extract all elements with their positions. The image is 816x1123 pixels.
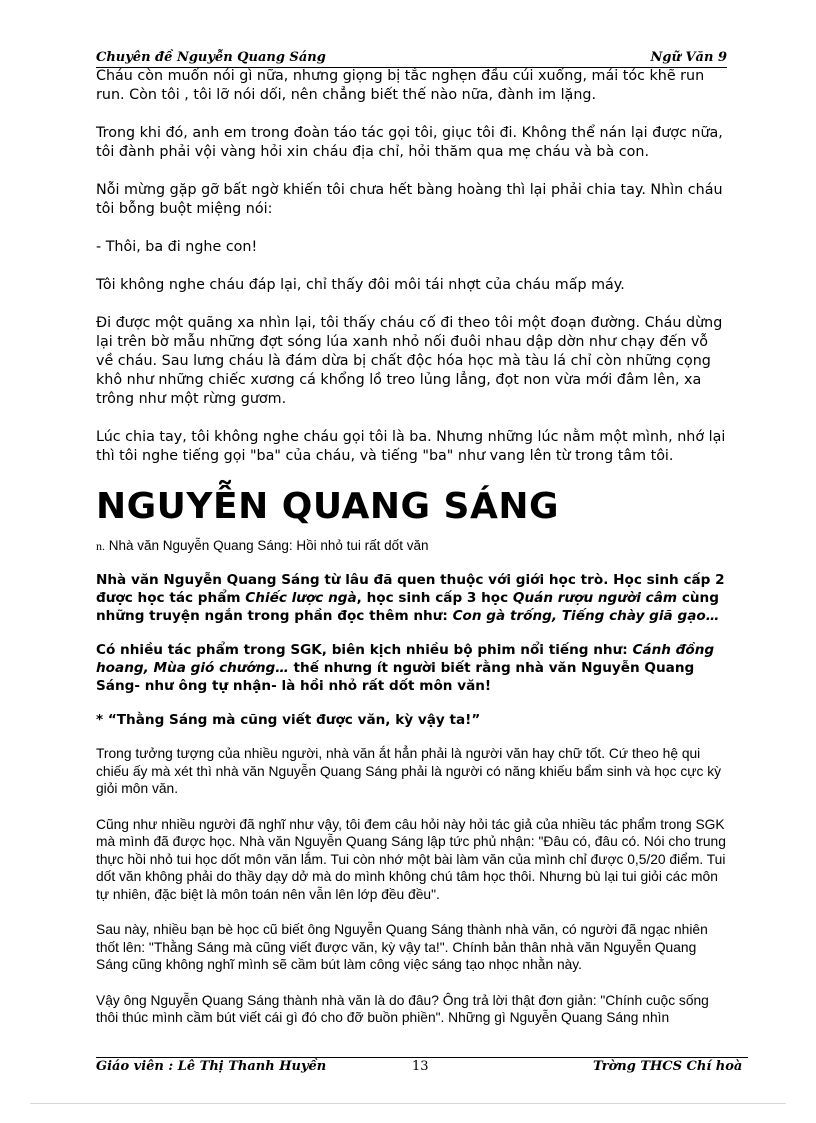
story-paragraph: Cháu còn muốn nói gì nữa, nhưng giọng bị tắc nghẹn đầu cúi xuống, mái tóc khẽ run run. Còn tôi , tôi lỡ nói dối, nên chẳng biết thế nào nữa, đành im lặng. <box>96 68 705 103</box>
footer-rule <box>96 1057 748 1058</box>
work-title: Quán rượu người câm <box>512 590 678 606</box>
story-paragraph: - Thôi, ba đi nghe con! <box>96 239 258 255</box>
text-run: thế nhưng ít người biết rằng nhà văn Nguyễn Quang Sáng- như ông tự nhận- là hồi nhỏ rất dốt môn văn! <box>96 660 695 694</box>
header-right: Ngữ Văn 9 <box>650 50 727 65</box>
story-paragraph: Lúc chia tay, tôi không nghe cháu gọi tôi là ba. Nhưng những lúc nằm một mình, nhớ lại thì tôi nghe tiếng gọi "ba" của cháu, và tiếng "ba" như vang lên từ trong tâm tôi. <box>96 429 726 464</box>
story-paragraph: Nỗi mừng gặp gỡ bất ngờ khiến tôi chưa hết bàng hoàng thì lại phải chia tay. Nhìn cháu tôi bỗng buột miệng nói: <box>96 182 723 217</box>
story-paragraph: Trong khi đó, anh em trong đoàn táo tác gọi tôi, giục tôi đi. Không thể nán lại được nữa, tôi đành phải vội vàng hỏi xin cháu địa chỉ, hỏi thăm qua mẹ cháu và bà con. <box>96 125 723 160</box>
footer-school: Trờng THCS Chí hoà <box>593 1059 743 1074</box>
article-paragraph: Trong tưởng tượng của nhiều người, nhà văn ắt hẳn phải là người văn hay chữ tốt. Cứ theo hệ qui chiếu ấy mà xét thì nhà văn Nguyễn Quang Sáng phải là người có năng khiếu bẩm sinh và học cực kỳ giỏi môn văn. <box>96 746 721 796</box>
work-title: Con gà trống, Tiếng chày giã gạo… <box>452 608 720 624</box>
bold-intro-paragraph <box>96 641 728 695</box>
section-heading: * “Thằng Sáng mà cũng viết được văn, kỳ vậy ta!” <box>96 712 481 728</box>
work-title: Cánh đồng hoang, Mùa gió chướng… <box>96 642 715 676</box>
article-paragraph: Vậy ông Nguyễn Quang Sáng thành nhà văn là do đâu? Ông trả lời thật đơn giản: "Chính cuộc sống thôi thúc mình cầm bút viết cái gì đó cho đỡ buồn phiền". Những gì Nguyễn Quang Sáng nhìn <box>96 992 709 1025</box>
article-paragraph: Sau này, nhiều bạn bè học cũ biết ông Nguyễn Quang Sáng thành nhà văn, có người đã ngạc nhiên thốt lên: "Thằng Sáng mà cũng viết được văn, kỳ vậy ta!". Chính bản thân nhà văn Nguyễn Quang Sáng cũng không nghĩ mình sẽ cầm bút làm công việc sáng tạo nhọc nhằn này. <box>96 922 708 972</box>
caption-text: Nhà văn Nguyễn Quang Sáng: Hồi nhỏ tui rất dốt văn <box>105 538 429 553</box>
page-number: 13 <box>412 1059 429 1074</box>
text-run: , học sinh cấp 3 học <box>356 590 513 606</box>
footer-teacher: Giáo viên : Lê Thị Thanh Huyền <box>96 1059 327 1074</box>
page-content <box>96 67 728 1045</box>
header-left: Chuyên đề Nguyễn Quang Sáng <box>96 50 326 65</box>
article-paragraph: Cũng như nhiều người đã nghĩ như vậy, tôi đem câu hỏi này hỏi tác giả của nhiều tác phẩm trong SGK mà mình đã được học. Nhà văn Nguyễn Quang Sáng lập tức phủ nhận: "Đâu có, đâu có. Nói cho trung thực hồi nhỏ tui học dốt môn văn lắm. Tui còn nhớ một bài làm văn của mình chỉ được 0,5/20 điểm. Tui dốt văn không phải do thầy dạy dở mà do mình không chú tâm học thôi. Nhưng bù lại tui giỏi các môn tự nhiên, đặc biệt là môn toán nên vẫn lên lớp đều đều". <box>96 816 726 902</box>
page-bottom-divider <box>30 1103 786 1104</box>
work-title: Chiếc lược ngà <box>245 590 357 606</box>
story-paragraph: Đi được một quãng xa nhìn lại, tôi thấy cháu cố đi theo tôi một đoạn đường. Cháu dừng lại trên bờ mẫu những đợt sóng lúa xanh nhỏ nối đuôi nhau dập dờn như chạy đến vỗ về cháu. Sau lưng cháu là đám dừa bị chất độc hóa học mà tàu lá chỉ còn những cọng khô như những chiếc xương cá khổng lồ treo lủng lẳng, đọt non vừa mới đâm lên, xa trông như một rừng gươm. <box>96 315 723 407</box>
story-paragraph: Tôi không nghe cháu đáp lại, chỉ thấy đôi môi tái nhợt của cháu mấp máy. <box>96 277 625 293</box>
page-title: NGUYỄN QUANG SÁNG <box>96 486 559 527</box>
page-footer <box>96 1059 748 1079</box>
text-run: Nhà văn Nguyễn Quang Sáng từ lâu đã quen thuộc với giới học trò. Học sinh cấp 2 được học tác phẩm <box>96 572 725 606</box>
text-run: cùng những truyện ngắn trong phần đọc thêm như: <box>96 590 719 624</box>
bold-intro-paragraph <box>96 571 728 625</box>
caption-marker: n. <box>96 539 105 553</box>
article-caption <box>96 537 728 555</box>
text-run: Có nhiều tác phẩm trong SGK, biên kịch nhiều bộ phim nổi tiếng như: <box>96 642 633 658</box>
